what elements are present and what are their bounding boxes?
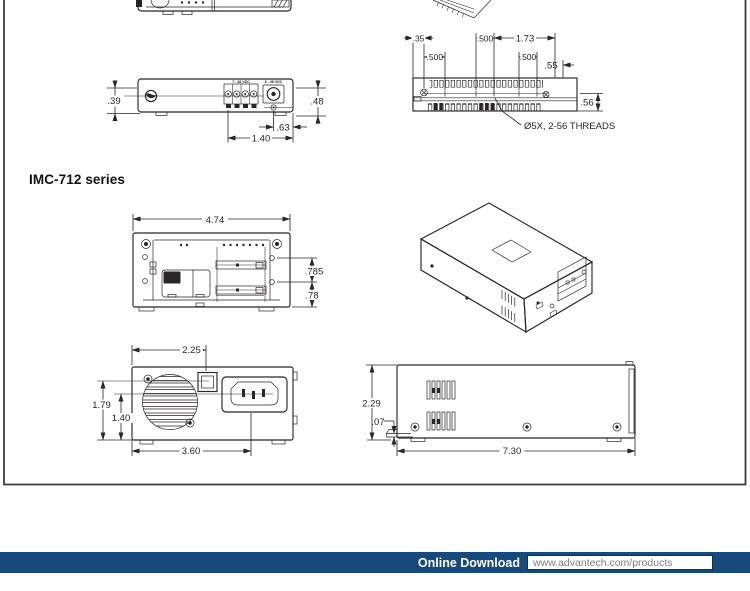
prev-topview-remnant: [136, 0, 291, 15]
dim-front-width: 4.74: [205, 214, 225, 226]
imc712-rear-view: [90, 345, 298, 457]
dim-slot-gap: .785: [304, 266, 324, 278]
dim-foot-thickness: .07: [371, 416, 385, 428]
footer-url: www.advantech.com/products: [533, 556, 673, 569]
dim-hole-pitch-left: .500: [426, 52, 444, 63]
dim-hole-pitch-top: .500: [476, 33, 494, 44]
dc-jack: [263, 85, 293, 110]
dim-jack-inset: .63: [276, 122, 290, 134]
mount-screw-left: [421, 89, 428, 96]
prev-iso-remnant: [433, 0, 491, 18]
dim-hole-pitch-right: .500: [519, 52, 537, 63]
prev-rear-view: [105, 79, 328, 145]
imc712-isometric-view: [421, 203, 592, 332]
thread-note: Ø5X, 2-56 THREADS: [524, 121, 616, 132]
imc712-side-view: [359, 362, 636, 458]
dim-inlet-span: 3.60: [181, 446, 201, 458]
dim-rear-right-height: .48: [310, 96, 324, 108]
dim-side-length: 7.30: [502, 446, 522, 458]
mounting-foot-plate: [387, 430, 414, 438]
side-vents-lower: [427, 412, 455, 430]
iec-inlet: [222, 377, 287, 412]
footer-bar: [0, 552, 750, 573]
dim-switch-offset: 2.25: [182, 345, 201, 357]
dim-depth: .56: [580, 97, 594, 109]
mount-screw-right: [543, 92, 549, 98]
card-slots: [216, 247, 266, 302]
section-title: IMC-712 series: [29, 172, 125, 187]
dim-hole-span: 1.73: [515, 33, 535, 45]
dim-body-height: 1.79: [92, 399, 111, 411]
dim-side-height: 2.29: [362, 398, 381, 410]
dim-inlet-height: 1.40: [111, 413, 131, 425]
dim-connector-span: 1.40: [251, 133, 271, 145]
imc712-front-view: [133, 214, 326, 311]
dim-rear-left-height: .39: [107, 96, 121, 107]
iso-open-bay: [536, 257, 586, 317]
iso-front-vents: [502, 290, 515, 322]
dim-slot-base: .78: [305, 290, 319, 302]
footer-label: Online Download: [417, 555, 520, 570]
dim-edge-offset: .35: [412, 33, 425, 44]
power-module: [162, 270, 210, 297]
terminal-voltage-label: 7 - 48 VDC: [232, 79, 250, 84]
top-label-outline: [492, 240, 531, 262]
side-vents-upper: [427, 381, 455, 399]
jack-voltage-label: 8 - 48 VDC: [264, 79, 283, 84]
prev-bottom-view: [404, 33, 615, 132]
dim-end-offset: .55: [544, 60, 558, 72]
power-switch: [198, 373, 217, 392]
corner-screws: [142, 240, 282, 249]
footer-url-box: [527, 555, 713, 570]
